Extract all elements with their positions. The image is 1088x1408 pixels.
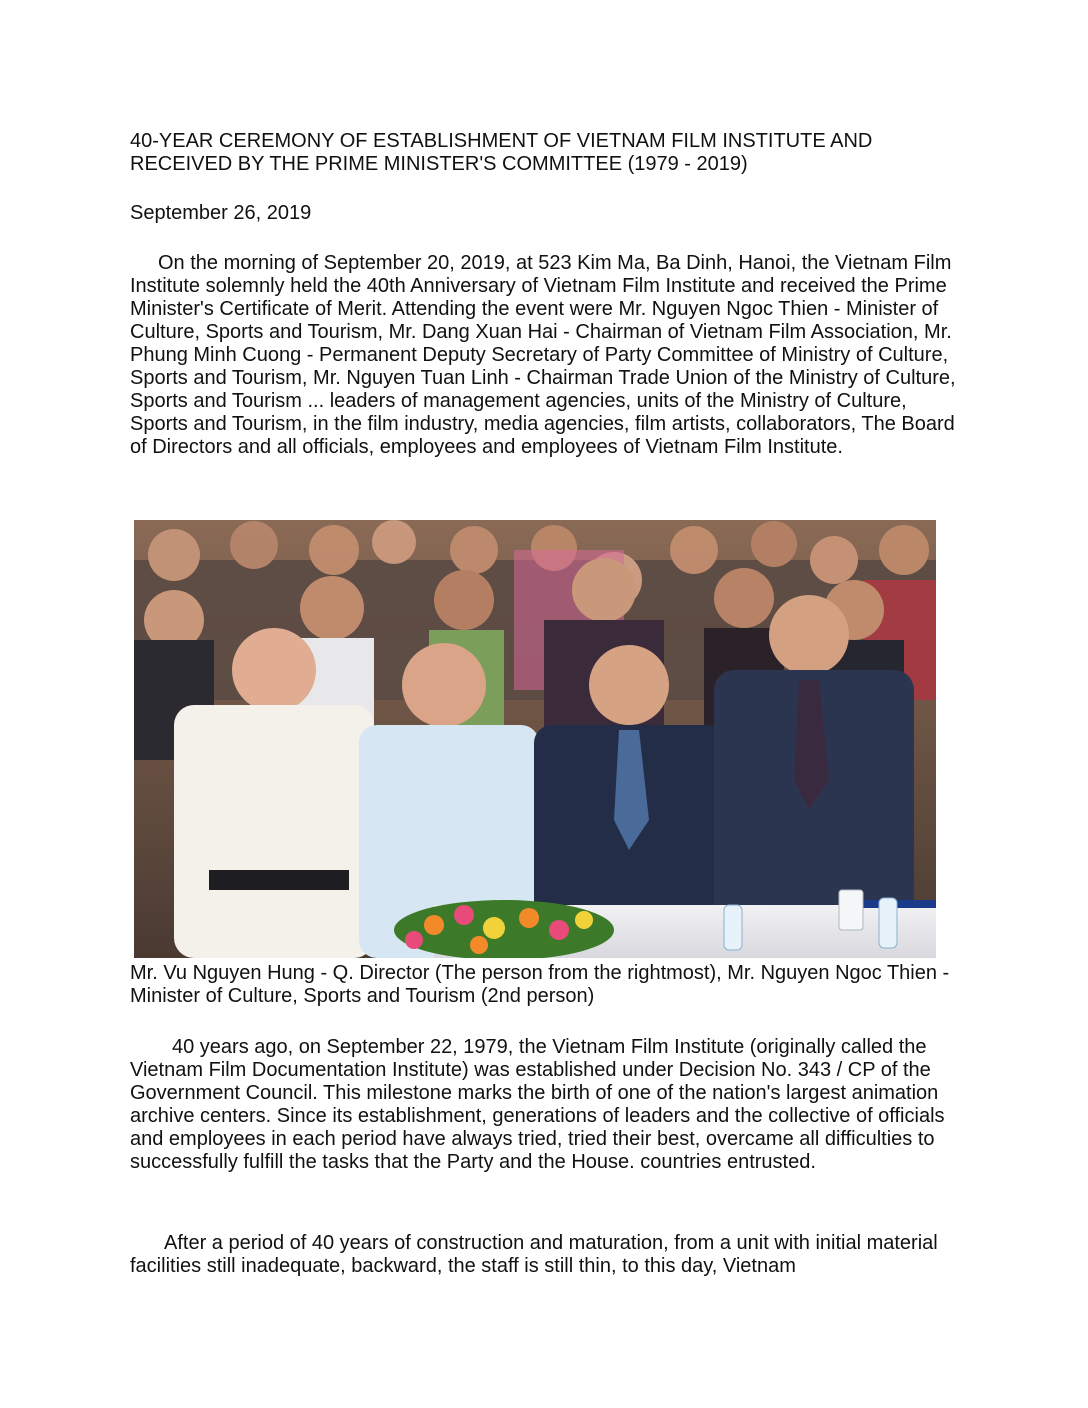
- article-title: 40-YEAR CEREMONY OF ESTABLISHMENT OF VIETNAM FILM INSTITUTE AND RECEIVED BY THE PRIME MINISTER'S COMMITTEE (1979 - 2019): [130, 130, 873, 175]
- article-date: September 26, 2019: [130, 202, 312, 224]
- article-paragraph-3: After a period of 40 years of construction and maturation, from a unit with initial material facilities still inadequate, backward, the staff is still thin, to this day, Vietnam: [130, 1232, 938, 1277]
- photo-caption: Mr. Vu Nguyen Hung - Q. Director (The person from the rightmost), Mr. Nguyen Ngoc Thien - Minister of Culture, Sports and Tourism (2nd person): [130, 962, 950, 1007]
- ceremony-photo-illustration: [134, 520, 936, 958]
- article-paragraph-1: On the morning of September 20, 2019, at 523 Kim Ma, Ba Dinh, Hanoi, the Vietnam Film Institute solemnly held the 40th Anniversary of Vietnam Film Institute and received the Prime Minister's Certificate of Merit. Attending the event were Mr. Nguyen Ngoc Thien - Minister of Culture, Sports and Tourism, Mr. Dang Xuan Hai - Chairman of Vietnam Film Association, Mr. Phung Minh Cuong - Permanent Deputy Secretary of Party Committee of Ministry of Culture, Sports and Tourism, Mr. Nguyen Tuan Linh - Chairman Trade Union of the Ministry of Culture, Sports and Tourism ... leaders of management agencies, units of the Ministry of Culture, Sports and Tourism, in the film industry, media agencies, film artists, collaborators, The Board of Directors and all officials, employees and employees of Vietnam Film Institute.: [130, 252, 956, 458]
- article-paragraph-2: 40 years ago, on September 22, 1979, the Vietnam Film Institute (originally called the Vietnam Film Documentation Institute) was established under Decision No. 343 / CP of the Government Council. This milestone marks the birth of one of the nation's largest animation archive centers. Since its establishment, generations of leaders and the collective of officials and employees in each period have always tried, tried their best, overcame all difficulties to successfully fulfill the tasks that the Party and the House. countries entrusted.: [130, 1036, 945, 1173]
- ceremony-photo: [134, 520, 936, 958]
